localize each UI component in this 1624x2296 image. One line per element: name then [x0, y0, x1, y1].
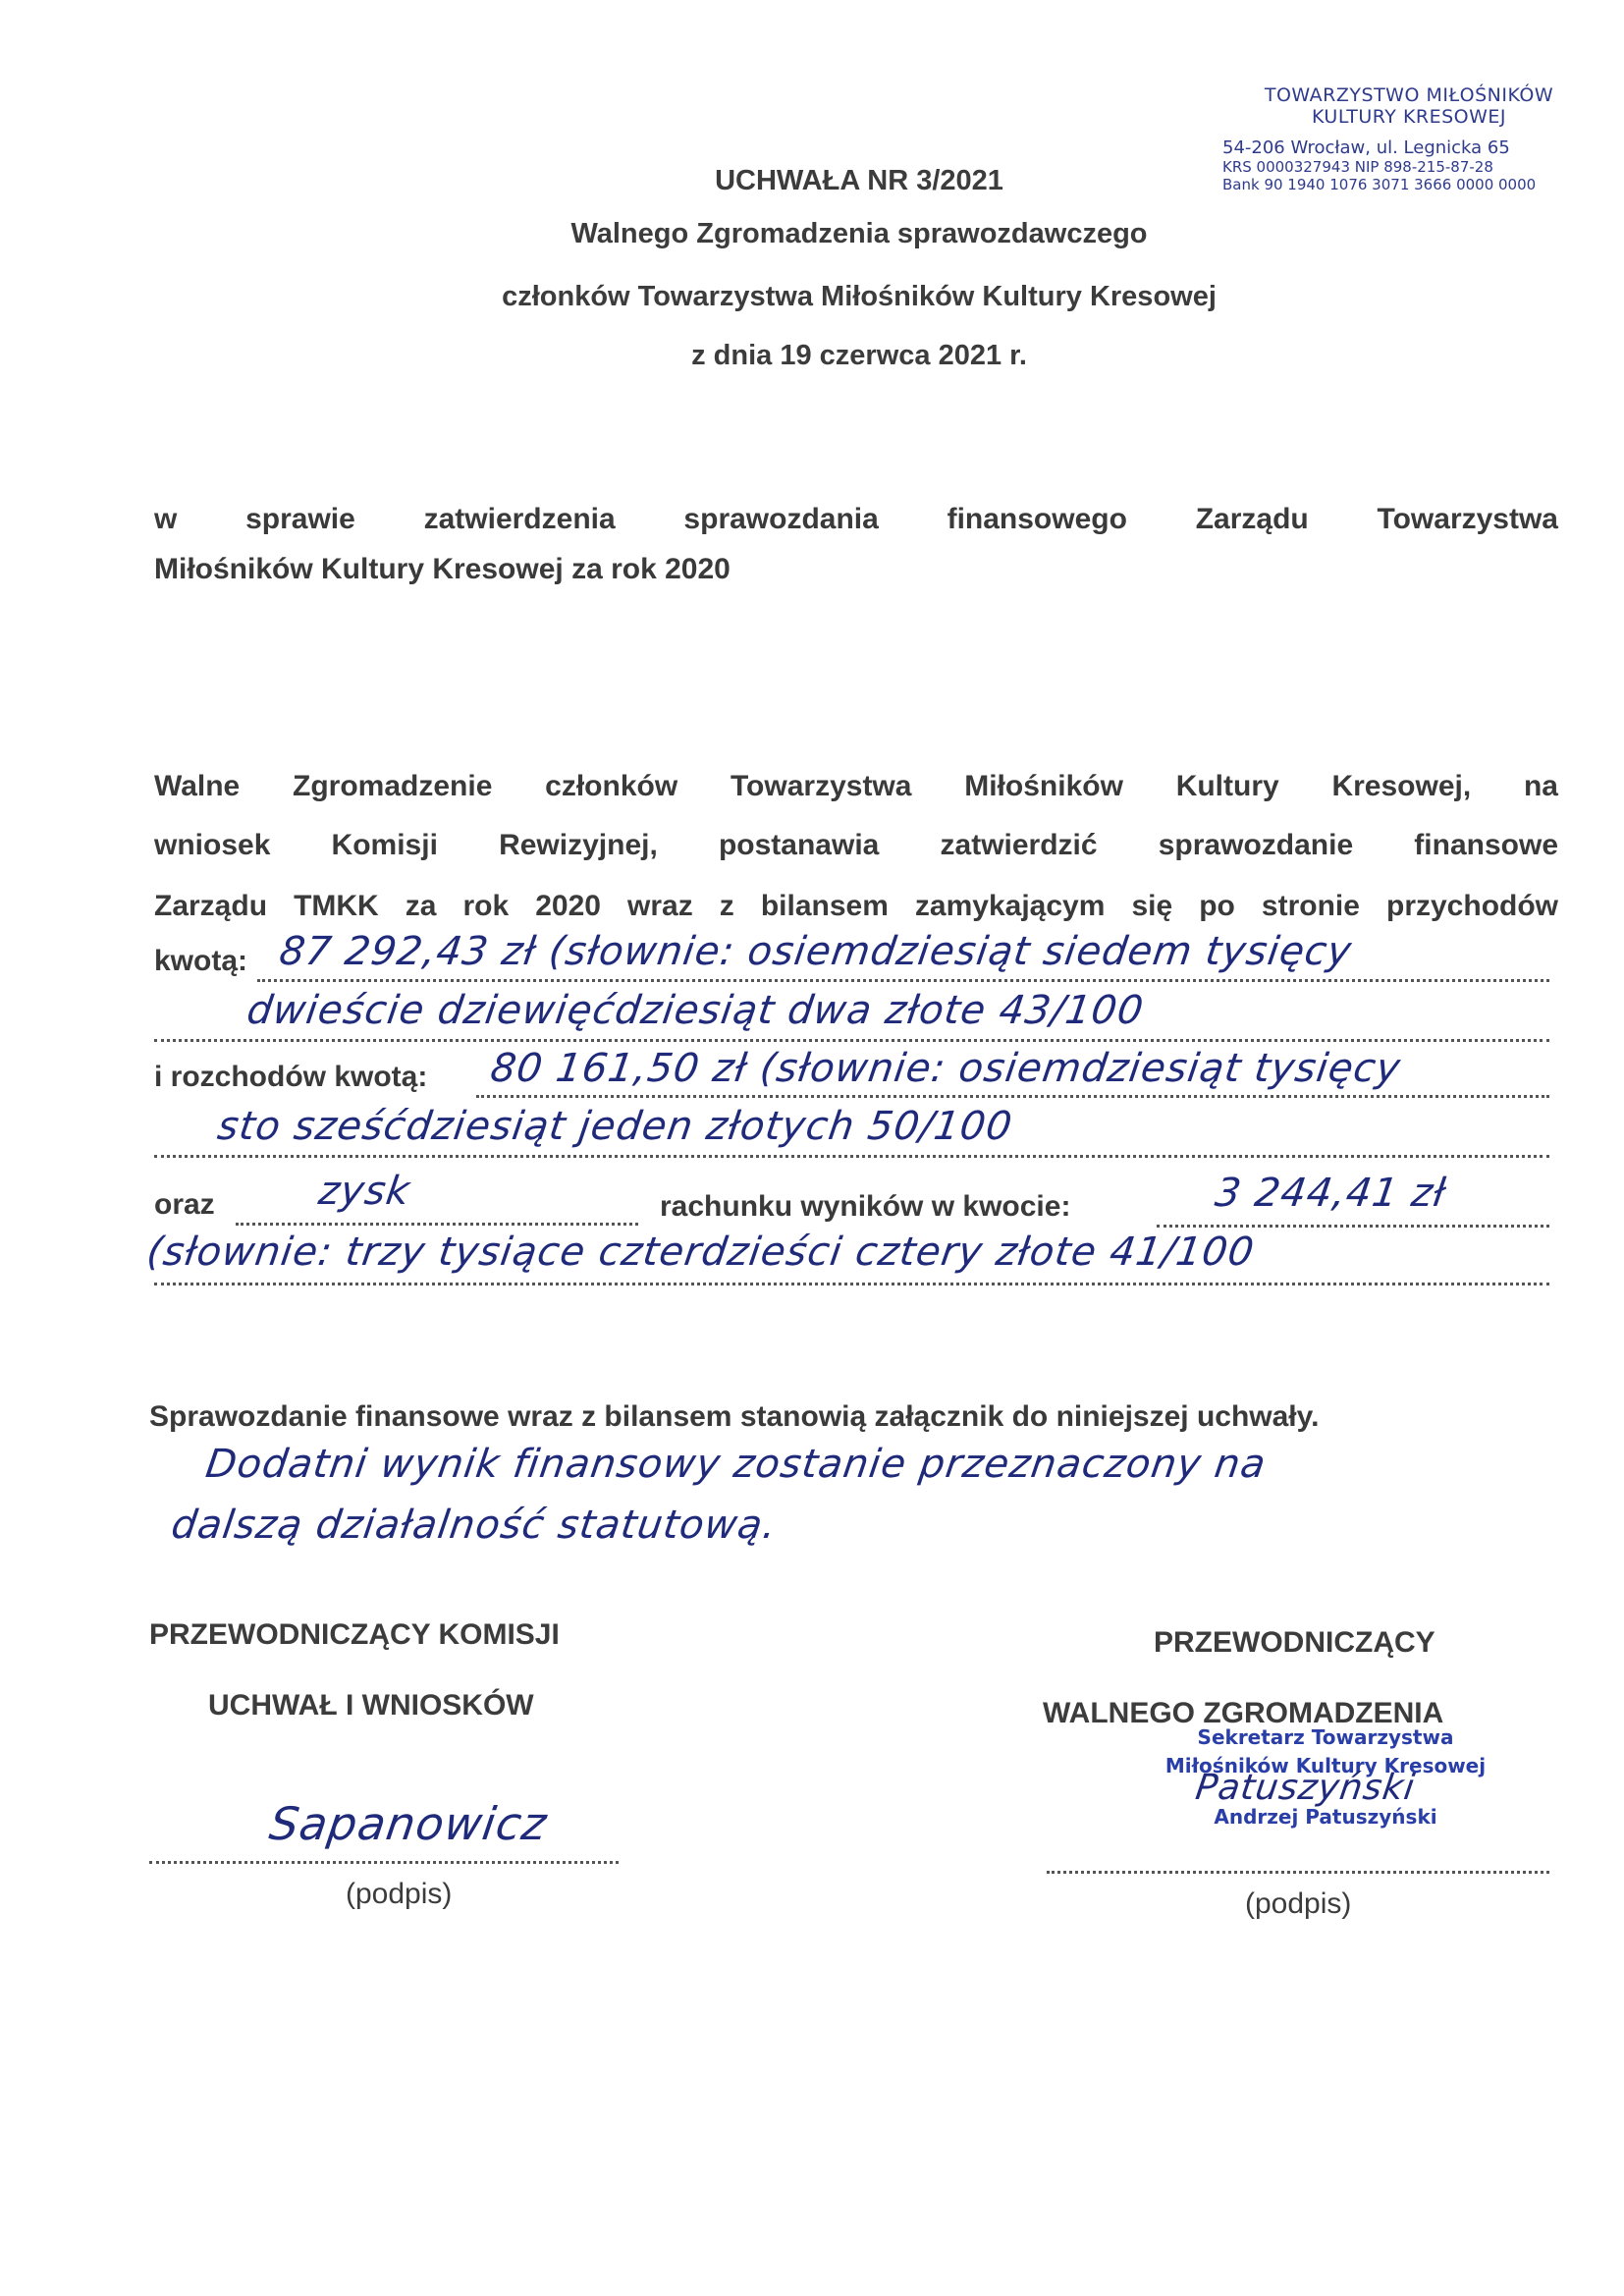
attachment-sentence: Sprawozdanie finansowe wraz z bilansem stanowią załącznik do niniejszej uchwały.	[149, 1400, 1320, 1433]
resolution-subtitle: Walnego Zgromadzenia sprawozdawczego	[570, 218, 1148, 249]
resolution-body-name: członków Towarzystwa Miłośników Kultury Kresowej	[502, 281, 1217, 312]
subject-line-2: Miłośników Kultury Kresowej za rok 2020	[154, 553, 731, 585]
expense-dotted-line-2	[154, 1155, 1549, 1158]
stamp-address: 54-206 Wrocław, ul. Legnicka 65	[1222, 137, 1510, 158]
right-stamp-line-1: Sekretarz Towarzystwa	[1197, 1725, 1454, 1749]
income-dotted-line-1	[257, 979, 1549, 982]
handwritten-income-amount: 87 292,43 zł (słownie: osiemdziesiąt siedem tysięcy	[276, 929, 1355, 974]
right-signatory-title-2: WALNEGO ZGROMADZENIA	[1043, 1697, 1444, 1729]
left-signature-dotted-line	[149, 1861, 619, 1864]
left-signatory-title-2: UCHWAŁ I WNIOSKÓW	[208, 1689, 534, 1722]
right-signature-dotted-line	[1047, 1871, 1549, 1874]
stamp-line-1: TOWARZYSTWO MIŁOŚNIKÓW	[1264, 84, 1554, 106]
body-line-1: Walne Zgromadzenie członków Towarzystwa Miłośników Kultury Kresowej, na	[154, 770, 1558, 802]
left-signatory-title-1: PRZEWODNICZĄCY KOMISJI	[149, 1618, 560, 1651]
left-podpis-label: (podpis)	[346, 1878, 453, 1910]
result-type-dotted-line	[236, 1223, 638, 1226]
handwritten-income-words: dwieście dziewięćdziesiąt dwa złote 43/100	[244, 988, 1147, 1033]
right-signature: Patuszyński	[1193, 1768, 1418, 1808]
result-words-dotted-line	[154, 1283, 1549, 1285]
result-label: rachunku wyników w kwocie:	[660, 1190, 1071, 1223]
handwritten-result-amount: 3 244,41 zł	[1212, 1171, 1449, 1216]
expense-label: i rozchodów kwotą:	[154, 1061, 428, 1093]
stamp-registry: KRS 0000327943 NIP 898-215-87-28	[1222, 158, 1493, 176]
subject-line-1: w sprawie zatwierdzenia sprawozdania finansowego Zarządu Towarzystwa	[154, 503, 1558, 535]
right-podpis-label: (podpis)	[1245, 1887, 1352, 1920]
income-dotted-line-2	[154, 1039, 1549, 1042]
resolution-title: UCHWAŁA NR 3/2021	[715, 165, 1003, 196]
right-stamp-line-3: Andrzej Patuszyński	[1214, 1805, 1437, 1829]
body-line-2: wniosek Komisji Rewizyjnej, postanawia zatwierdzić sprawozdanie finansowe	[154, 829, 1558, 861]
body-line-3: Zarządu TMKK za rok 2020 wraz z bilansem zamykającym się po stronie przychodów	[154, 890, 1558, 922]
resolution-date: z dnia 19 czerwca 2021 r.	[691, 340, 1027, 371]
expense-dotted-line-1	[476, 1095, 1549, 1098]
handwritten-expense-words: sto sześćdziesiąt jeden złotych 50/100	[214, 1104, 1016, 1149]
oraz-label: oraz	[154, 1188, 215, 1221]
handwritten-result-words: (słownie: trzy tysiące czterdzieści cztery złote 41/100	[143, 1230, 1258, 1275]
right-stamp-line-2: Miłośników Kultury Kresowej	[1164, 1754, 1487, 1777]
income-label: kwotą:	[154, 945, 248, 977]
handwritten-note-line-1: Dodatni wynik finansowy zostanie przeznaczony na	[202, 1442, 1270, 1487]
result-amount-dotted-line	[1157, 1225, 1549, 1228]
handwritten-expense-amount: 80 161,50 zł (słownie: osiemdziesiąt tysięcy	[487, 1046, 1404, 1091]
handwritten-note-line-2: dalszą działalność statutową.	[168, 1503, 780, 1548]
stamp-bank: Bank 90 1940 1076 3071 3666 0000 0000	[1222, 176, 1537, 193]
handwritten-result-type: zysk	[315, 1169, 413, 1214]
stamp-line-2: KULTURY KRESOWEJ	[1311, 106, 1507, 128]
right-signatory-title-1: PRZEWODNICZĄCY	[1154, 1626, 1435, 1659]
left-signature: Sapanowicz	[266, 1797, 551, 1850]
